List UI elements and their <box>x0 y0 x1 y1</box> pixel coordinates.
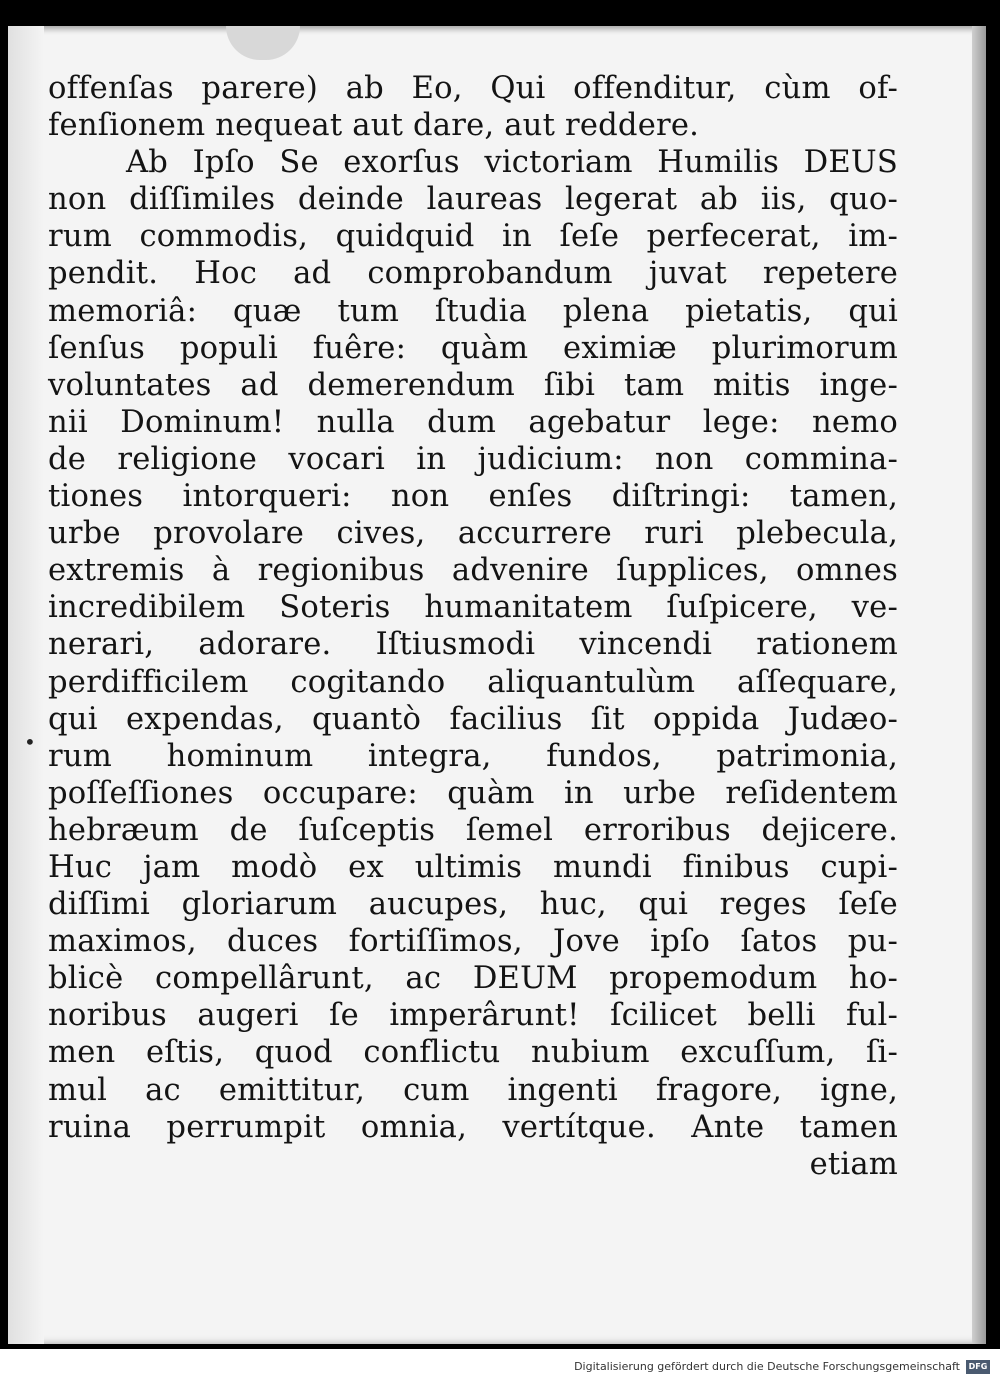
text-line: ruina perrumpit omnia, vertítque. Ante tamen <box>48 1109 898 1145</box>
text-line: blicè compellârunt, ac DEUM propemodum ho- <box>48 961 898 997</box>
text-line: Ab Ipſo Se exorſus victoriam Humilis DEUS <box>126 145 898 181</box>
dfg-logo: DFG <box>966 1360 990 1374</box>
page-edge <box>972 26 986 1344</box>
text-line: extremis à regionibus advenire ſupplices, omnes <box>48 553 898 589</box>
text-line: rum hominum integra, fundos, patrimonia, <box>48 738 898 774</box>
text-line: fenſionem nequeat aut dare, aut reddere. <box>48 108 700 144</box>
text-line: de religione vocari in judicium: non commina- <box>48 441 898 477</box>
text-line: Huc jam modò ex ultimis mundi finibus cupi- <box>48 849 898 885</box>
text-line: perdifficilem cogitando aliquantulùm aſſequare, <box>48 664 898 700</box>
scanned-page <box>8 26 986 1344</box>
text-line: mul ac emittitur, cum ingenti fragore, igne, <box>48 1072 898 1108</box>
text-line: pendit. Hoc ad comprobandum juvat repetere <box>48 256 898 292</box>
text-line: hebræum de ſuſceptis ſemel erroribus dejicere. <box>48 812 898 848</box>
text-line: nerari, adorare. Iſtiusmodi vincendi rationem <box>48 627 898 663</box>
text-line: urbe provolare cives, accurrere ruri plebecula, <box>48 516 898 552</box>
text-line: offenſas parere) ab Eo, Qui offenditur, cùm of- <box>48 71 898 106</box>
text-line: noribus augeri ſe imperârunt! ſcilicet belli ful- <box>48 998 898 1034</box>
text-line: nii Dominum! nulla dum agebatur lege: nemo <box>48 404 898 440</box>
text-line: memoriâ: quæ tum ſtudia plena pietatis, qui <box>48 293 898 329</box>
text-line: tiones intorqueri: non enſes diſtringi: tamen, <box>48 479 898 515</box>
text-line: incredibilem Soteris humanitatem ſuſpicere, ve- <box>48 590 898 626</box>
text-line: poſſeſſiones occupare: quàm in urbe reſidentem <box>48 775 898 811</box>
text-line: maximos, duces fortiſſimos, Jove ipſo ſatos pu- <box>48 924 898 960</box>
page-gutter <box>8 26 44 1344</box>
margin-mark: • <box>24 730 36 754</box>
text-line: rum commodis, quidquid in ſeſe perfecerat, im- <box>48 219 898 255</box>
funding-credit: Digitalisierung gefördert durch die Deutsche Forschungsgemeinschaft <box>574 1360 960 1373</box>
text-line: voluntates ad demerendum ſibi tam mitis inge- <box>48 367 898 403</box>
body-text <box>48 70 898 1183</box>
binding-hole <box>226 26 300 60</box>
text-line: non diſſimiles deinde laureas legerat ab iis, quo- <box>48 182 898 218</box>
text-line: qui expendas, quantò facilius ſit oppida Judæo- <box>48 701 898 737</box>
catchword: etiam <box>809 1146 898 1182</box>
text-line: ſenſus populi fuêre: quàm eximiæ plurimorum <box>48 330 898 366</box>
footer-bar <box>0 1349 1000 1379</box>
text-line: diſſimi gloriarum aucupes, huc, qui reges ſeſe <box>48 887 898 923</box>
text-line: men eſtis, quod conflictu nubium excuſſum, ſi- <box>48 1035 898 1071</box>
